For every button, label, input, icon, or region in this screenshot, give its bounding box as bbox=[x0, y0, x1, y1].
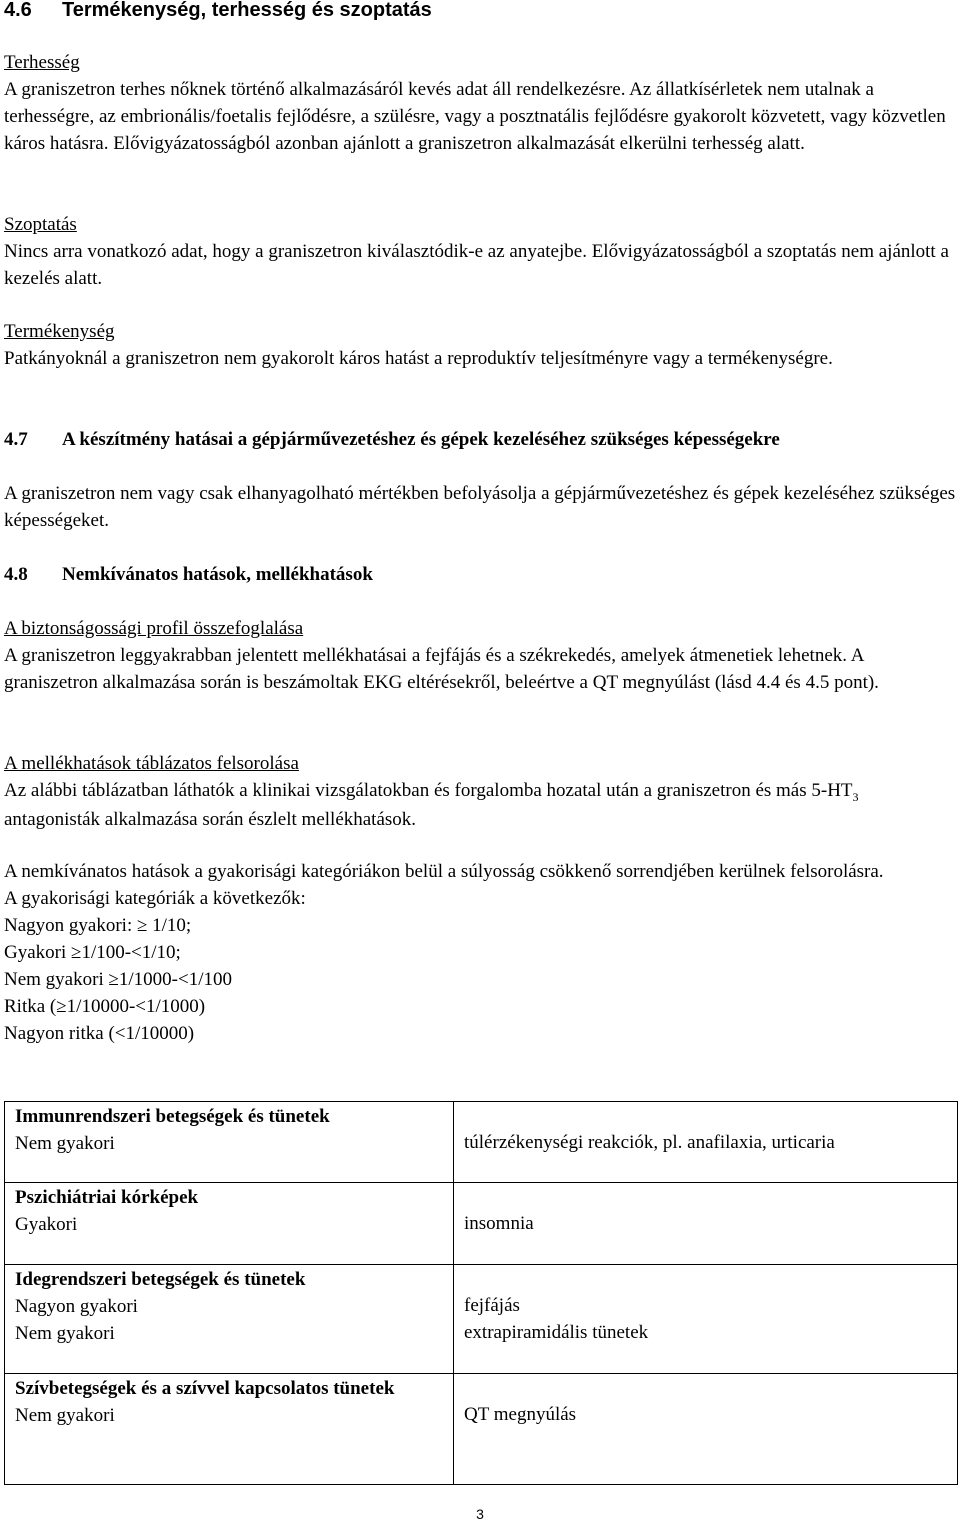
system-organ-class: Immunrendszeri betegségek és tünetek bbox=[15, 1106, 330, 1127]
frequency-item: Gyakori ≥1/100-<1/10; bbox=[4, 942, 181, 963]
section-4-6-heading bbox=[4, 0, 956, 24]
safety-profile-text: A graniszetron leggyakrabban jelentett mellékhatásai a fejfájás és a székrekedés, amelyek átmenetiek lehetnek. A graniszetron alkalmazása során is beszámoltak EKG eltérésekről, beleértve a QT megnyúlást (lásd 4.4 és 4.5 pont). bbox=[4, 645, 879, 693]
frequency-block bbox=[4, 858, 956, 1047]
fertility-block bbox=[4, 318, 956, 372]
lactation-text: Nincs arra vonatkozó adat, hogy a graniszetron kiválasztódik-e az anyatejbe. Elővigyázatosságból a szoptatás nem ajánlott a kezelés alatt. bbox=[4, 241, 949, 289]
section-number: 4.8 bbox=[4, 564, 28, 585]
table-cell-left bbox=[5, 1102, 454, 1183]
table-row bbox=[5, 1183, 958, 1265]
frequency-intro: A gyakorisági kategóriák a következők: bbox=[4, 888, 306, 909]
system-organ-class: Pszichiátriai kórképek bbox=[15, 1187, 199, 1208]
section-number: 4.7 bbox=[4, 429, 28, 450]
tabulated-list-block bbox=[4, 750, 956, 833]
order-text: A nemkívánatos hatások a gyakorisági kategóriákon belül a súlyosság csökkenő sorrendjében kerülnek felsorolásra. bbox=[4, 861, 884, 882]
adverse-effect: insomnia bbox=[464, 1213, 534, 1234]
frequency-item: Ritka (≥1/10000-<1/1000) bbox=[4, 996, 206, 1017]
frequency-label: Gyakori bbox=[15, 1214, 78, 1235]
frequency-label: Nem gyakori bbox=[15, 1133, 115, 1154]
intro-text-a: Az alábbi táblázatban láthatók a klinikai vizsgálatokban és forgalomba hozatal után a graniszetron és más 5-HT bbox=[4, 780, 853, 801]
frequency-item: Nem gyakori ≥1/1000-<1/100 bbox=[4, 969, 232, 990]
lactation-heading: Szoptatás bbox=[4, 214, 77, 235]
page-number: 3 bbox=[476, 1506, 484, 1522]
section-number: 4.6 bbox=[4, 0, 32, 21]
pregnancy-text: A graniszetron terhes nőknek történő alkalmazásáról kevés adat áll rendelkezésre. Az állatkísérletek nem utalnak a terhességre, az embrionális/foetalis fejlődésre, a szülésre, vagy a posztnatális fejlődésre gyakorolt közvetett, vagy közvetlen káros hatásra. Elővigyázatosságból azonban ajánlott a graniszetron alkalmazását elkerülni terhesség alatt. bbox=[4, 79, 946, 154]
section-4-8-heading bbox=[4, 561, 956, 588]
table-cell-left bbox=[5, 1183, 454, 1265]
adverse-effect: fejfájás extrapiramidális tünetek bbox=[464, 1295, 649, 1343]
fertility-text: Patkányoknál a graniszetron nem gyakorolt káros hatást a reproduktív teljesítményre vagy a termékenységre. bbox=[4, 348, 833, 369]
intro-text-b: antagonisták alkalmazása során észlelt mellékhatások. bbox=[4, 809, 417, 830]
fertility-heading: Termékenység bbox=[4, 321, 115, 342]
tabulated-list-heading: A mellékhatások táblázatos felsorolása bbox=[4, 753, 299, 774]
adverse-reactions-table bbox=[4, 1101, 958, 1485]
tabulated-list-intro bbox=[4, 777, 956, 833]
intro-subscript: 3 bbox=[852, 790, 859, 804]
section-4-7-text-block bbox=[4, 480, 956, 534]
safety-profile-block bbox=[4, 615, 956, 696]
table-cell-right bbox=[454, 1183, 958, 1265]
system-organ-class: Szívbetegségek és a szívvel kapcsolatos tünetek bbox=[15, 1378, 395, 1399]
table-cell-left bbox=[5, 1374, 454, 1485]
section-title: Nemkívánatos hatások, mellékhatások bbox=[62, 564, 373, 585]
lactation-block bbox=[4, 211, 956, 292]
table-row bbox=[5, 1102, 958, 1183]
frequency-label: Nagyon gyakori Nem gyakori bbox=[15, 1296, 138, 1344]
pregnancy-heading: Terhesség bbox=[4, 52, 80, 73]
adverse-effect: túlérzékenységi reakciók, pl. anafilaxia, urticaria bbox=[464, 1132, 835, 1153]
section-title: Termékenység, terhesség és szoptatás bbox=[62, 0, 432, 21]
pregnancy-block bbox=[4, 49, 956, 157]
table-cell-right bbox=[454, 1265, 958, 1374]
frequency-item: Nagyon ritka (<1/10000) bbox=[4, 1023, 195, 1044]
table-cell-left bbox=[5, 1265, 454, 1374]
table-row bbox=[5, 1265, 958, 1374]
adverse-effect: QT megnyúlás bbox=[464, 1404, 577, 1425]
table-cell-right bbox=[454, 1102, 958, 1183]
section-4-7-text: A graniszetron nem vagy csak elhanyagolható mértékben befolyásolja a gépjárművezetéshez és gépek kezeléséhez szükséges képességeket. bbox=[4, 483, 956, 531]
table-row bbox=[5, 1374, 958, 1485]
section-title: A készítmény hatásai a gépjárművezetéshez és gépek kezeléséhez szükséges képességekre bbox=[62, 429, 780, 450]
frequency-item: Nagyon gyakori: ≥ 1/10; bbox=[4, 915, 192, 936]
safety-profile-heading: A biztonságossági profil összefoglalása bbox=[4, 618, 304, 639]
section-4-7-heading bbox=[4, 426, 956, 453]
frequency-label: Nem gyakori bbox=[15, 1405, 115, 1426]
table-cell-right bbox=[454, 1374, 958, 1485]
system-organ-class: Idegrendszeri betegségek és tünetek bbox=[15, 1269, 306, 1290]
